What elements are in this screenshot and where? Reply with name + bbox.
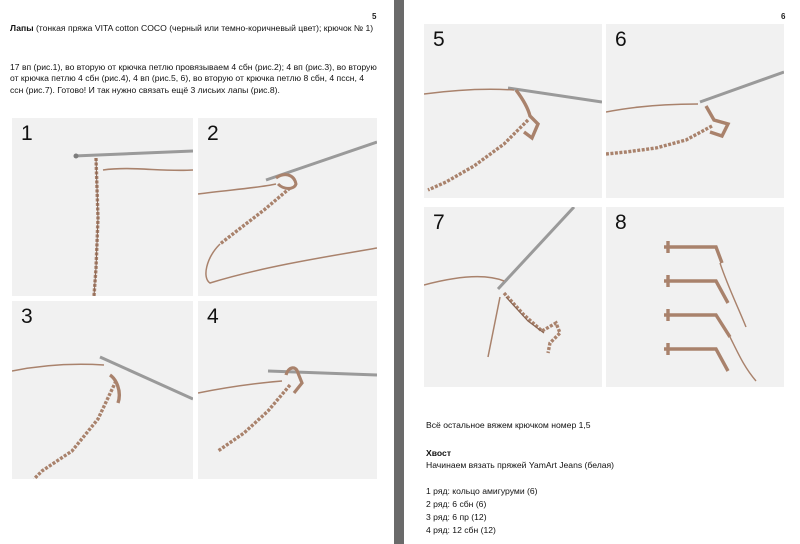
page-gutter <box>394 0 404 544</box>
four-paws-photo-icon <box>606 207 784 387</box>
page-number: 5 <box>372 12 377 21</box>
photo-2 <box>198 118 377 296</box>
photo-label: 2 <box>207 122 219 145</box>
photo-label: 6 <box>615 28 627 51</box>
tail-row: 3 ряд: 6 пр (12) <box>426 512 487 522</box>
page-number: 6 <box>781 12 786 21</box>
photo-label: 7 <box>433 211 445 234</box>
photo-label: 4 <box>207 305 219 328</box>
tail-row: 4 ряд: 12 сбн (12) <box>426 525 496 535</box>
crochet-chain-photo-icon <box>198 118 377 296</box>
crochet-paw-photo-icon <box>424 207 602 387</box>
photo-label: 5 <box>433 28 445 51</box>
paws-instructions: 17 вп (рис.1), во вторую от крючка петлю провязываем 4 сбн (рис.2); 4 вп (рис.3), во вторую от крючка петлю 4 сбн (рис.4), 4 вп (рис.5, 6), во вторую от крючка петлю 8 сбн, 4 пссн, 4 ссн (рис.7). Готово! И так нужно связать ещё 3 лисьих лапы (рис.8). <box>10 62 377 95</box>
photo-5 <box>424 24 602 198</box>
crochet-paw-photo-icon <box>424 24 602 198</box>
right-page <box>404 0 800 544</box>
hook-note: Всё остальное вяжем крючком номер 1,5 <box>426 420 591 430</box>
photo-6 <box>606 24 784 198</box>
photo-3 <box>12 301 193 479</box>
photo-7 <box>424 207 602 387</box>
tail-row: 1 ряд: кольцо амигуруми (6) <box>426 486 538 496</box>
tail-row: 2 ряд: 6 сбн (6) <box>426 499 487 509</box>
photo-label: 3 <box>21 305 33 328</box>
paws-heading <box>10 23 378 34</box>
photo-4 <box>198 301 377 479</box>
paws-heading-bold: Лапы <box>10 23 34 33</box>
photo-1 <box>12 118 193 296</box>
watermark: PassionForum.ru <box>728 531 792 540</box>
crochet-paw-photo-icon <box>606 24 784 198</box>
crochet-chain-photo-icon <box>12 301 193 479</box>
photo-label: 1 <box>21 122 33 145</box>
paws-heading-rest: (тонкая пряжа VITA cotton COCO (черный или темно-коричневый цвет); крючок № 1) <box>33 23 374 33</box>
photo-label: 8 <box>615 211 627 234</box>
photo-8 <box>606 207 784 387</box>
crochet-chain-photo-icon <box>198 301 377 479</box>
left-page <box>0 0 394 544</box>
tail-section-intro: Начинаем вязать пряжей YamArt Jeans (белая) <box>426 460 615 470</box>
crochet-chain-photo-icon <box>12 118 193 296</box>
tail-section-title: Хвост <box>426 448 452 458</box>
